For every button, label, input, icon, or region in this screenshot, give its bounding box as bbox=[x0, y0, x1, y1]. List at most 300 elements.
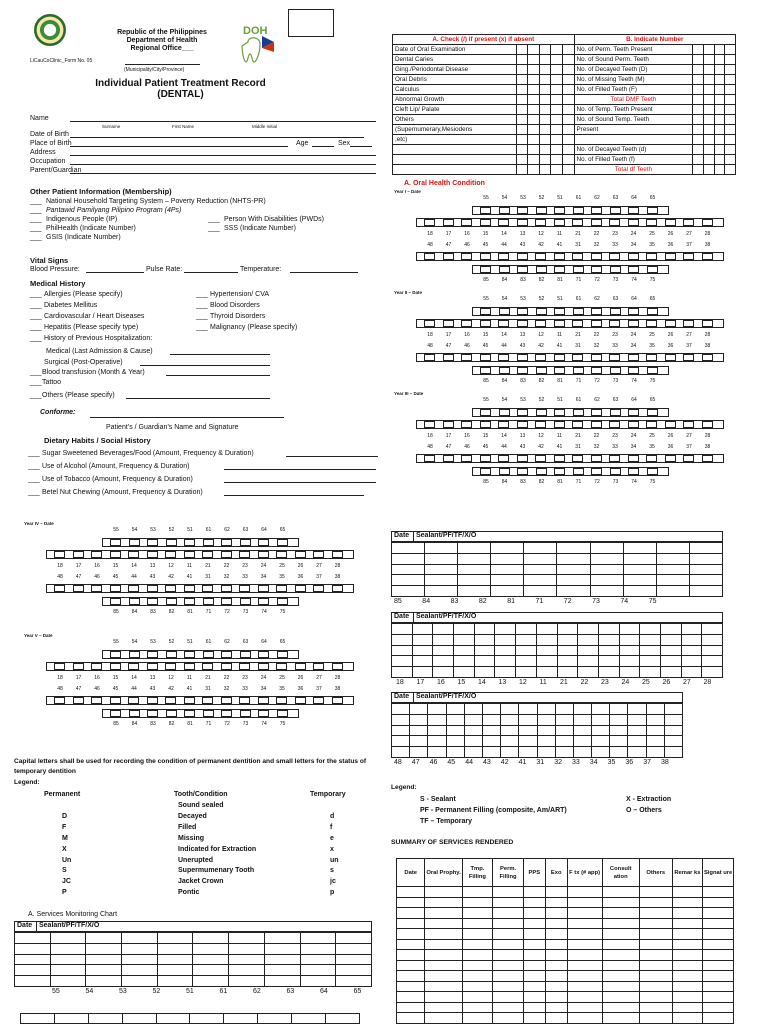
tooth-box[interactable] bbox=[221, 539, 232, 546]
service-cell[interactable] bbox=[454, 656, 475, 667]
tooth-box[interactable] bbox=[628, 455, 639, 462]
check-cell[interactable] bbox=[516, 135, 528, 145]
summary-cell[interactable] bbox=[703, 981, 734, 992]
service-cell[interactable] bbox=[702, 656, 723, 667]
tooth-box[interactable] bbox=[313, 585, 324, 592]
check-cell[interactable] bbox=[562, 115, 574, 125]
check-cell[interactable] bbox=[562, 75, 574, 85]
number-cell[interactable] bbox=[725, 75, 736, 85]
service-cell[interactable] bbox=[536, 624, 557, 635]
tooth-box[interactable] bbox=[276, 551, 287, 558]
tooth-box[interactable] bbox=[628, 308, 639, 315]
tooth-box[interactable] bbox=[128, 697, 139, 704]
service-cell[interactable] bbox=[482, 704, 500, 715]
summary-cell[interactable] bbox=[567, 1002, 602, 1013]
tooth-box[interactable] bbox=[110, 585, 121, 592]
tooth-box[interactable] bbox=[591, 455, 602, 462]
service-cell[interactable] bbox=[656, 586, 689, 597]
service-cell[interactable] bbox=[610, 704, 628, 715]
service-cell[interactable] bbox=[446, 725, 464, 736]
service-cell[interactable] bbox=[660, 634, 681, 645]
check-cell[interactable] bbox=[562, 55, 574, 65]
service-cell[interactable] bbox=[122, 943, 158, 954]
summary-cell[interactable] bbox=[703, 1013, 734, 1024]
tooth-box[interactable] bbox=[647, 266, 658, 273]
summary-cell[interactable] bbox=[462, 1013, 493, 1024]
check-cell[interactable] bbox=[528, 95, 540, 105]
summary-cell[interactable] bbox=[672, 960, 703, 971]
number-cell[interactable] bbox=[703, 45, 714, 55]
service-cell[interactable] bbox=[50, 933, 86, 944]
number-cell[interactable] bbox=[714, 115, 725, 125]
service-cell[interactable] bbox=[392, 624, 413, 635]
tooth-box[interactable] bbox=[184, 585, 195, 592]
tooth-box[interactable] bbox=[572, 219, 583, 226]
summary-cell[interactable] bbox=[639, 950, 672, 961]
summary-cell[interactable] bbox=[523, 960, 545, 971]
service-cell[interactable] bbox=[157, 965, 193, 976]
tooth-box[interactable] bbox=[628, 421, 639, 428]
number-cell[interactable] bbox=[725, 115, 736, 125]
summary-cell[interactable] bbox=[672, 929, 703, 940]
service-cell[interactable] bbox=[392, 656, 413, 667]
check-cell[interactable] bbox=[516, 125, 528, 135]
tooth-box[interactable] bbox=[203, 651, 214, 658]
service-cell[interactable] bbox=[392, 736, 410, 747]
summary-cell[interactable] bbox=[462, 908, 493, 919]
service-cell[interactable] bbox=[656, 575, 689, 586]
tooth-box[interactable] bbox=[702, 354, 713, 361]
summary-cell[interactable] bbox=[703, 992, 734, 1003]
service-cell[interactable] bbox=[557, 586, 590, 597]
number-cell[interactable] bbox=[714, 85, 725, 95]
number-cell[interactable] bbox=[703, 95, 714, 105]
summary-cell[interactable] bbox=[545, 897, 567, 908]
service-cell[interactable] bbox=[664, 725, 682, 736]
service-cell[interactable] bbox=[454, 634, 475, 645]
service-cell[interactable] bbox=[656, 543, 689, 554]
check-cell[interactable] bbox=[562, 145, 574, 155]
service-cell[interactable] bbox=[537, 714, 555, 725]
check-cell[interactable] bbox=[551, 85, 563, 95]
tooth-box[interactable] bbox=[147, 551, 158, 558]
summary-cell[interactable] bbox=[462, 1002, 493, 1013]
tooth-box[interactable] bbox=[554, 266, 565, 273]
service-cell[interactable] bbox=[557, 624, 578, 635]
tooth-box[interactable] bbox=[573, 409, 584, 416]
summary-cell[interactable] bbox=[703, 1002, 734, 1013]
summary-cell[interactable] bbox=[602, 918, 639, 929]
tooth-box[interactable] bbox=[646, 253, 657, 260]
service-cell[interactable] bbox=[86, 976, 122, 987]
tooth-box[interactable] bbox=[480, 421, 491, 428]
service-cell[interactable] bbox=[392, 704, 410, 715]
summary-cell[interactable] bbox=[523, 918, 545, 929]
summary-cell[interactable] bbox=[672, 939, 703, 950]
summary-cell[interactable] bbox=[462, 918, 493, 929]
summary-cell[interactable] bbox=[493, 887, 524, 898]
tooth-box[interactable] bbox=[647, 207, 658, 214]
service-cell[interactable] bbox=[229, 954, 265, 965]
tooth-box[interactable] bbox=[203, 598, 214, 605]
number-cell[interactable] bbox=[693, 135, 704, 145]
summary-cell[interactable] bbox=[602, 897, 639, 908]
service-cell[interactable] bbox=[557, 634, 578, 645]
tooth-box[interactable] bbox=[276, 585, 287, 592]
summary-cell[interactable] bbox=[639, 960, 672, 971]
service-cell[interactable] bbox=[557, 656, 578, 667]
tooth-box[interactable] bbox=[424, 253, 435, 260]
summary-cell[interactable] bbox=[703, 971, 734, 982]
check-cell[interactable] bbox=[562, 85, 574, 95]
service-cell[interactable] bbox=[482, 714, 500, 725]
summary-cell[interactable] bbox=[545, 992, 567, 1003]
service-cell[interactable] bbox=[458, 564, 491, 575]
tooth-box[interactable] bbox=[239, 551, 250, 558]
summary-cell[interactable] bbox=[672, 971, 703, 982]
tooth-box[interactable] bbox=[554, 219, 565, 226]
service-cell[interactable] bbox=[598, 656, 619, 667]
tooth-box[interactable] bbox=[276, 663, 287, 670]
check-cell[interactable] bbox=[516, 75, 528, 85]
summary-cell[interactable] bbox=[397, 1002, 425, 1013]
tooth-box[interactable] bbox=[665, 320, 676, 327]
service-cell[interactable] bbox=[392, 714, 410, 725]
summary-cell[interactable] bbox=[703, 918, 734, 929]
tooth-box[interactable] bbox=[480, 253, 491, 260]
service-cell[interactable] bbox=[598, 645, 619, 656]
tooth-box[interactable] bbox=[73, 551, 84, 558]
summary-cell[interactable] bbox=[567, 950, 602, 961]
service-cell[interactable] bbox=[458, 543, 491, 554]
check-cell[interactable] bbox=[551, 165, 563, 175]
summary-cell[interactable] bbox=[523, 981, 545, 992]
tooth-box[interactable] bbox=[239, 697, 250, 704]
tooth-box[interactable] bbox=[591, 207, 602, 214]
tooth-box[interactable] bbox=[184, 551, 195, 558]
summary-cell[interactable] bbox=[703, 887, 734, 898]
summary-cell[interactable] bbox=[425, 897, 462, 908]
service-cell[interactable] bbox=[122, 954, 158, 965]
service-cell[interactable] bbox=[428, 736, 446, 747]
check-cell[interactable] bbox=[516, 65, 528, 75]
summary-cell[interactable] bbox=[523, 897, 545, 908]
service-cell[interactable] bbox=[640, 634, 661, 645]
tooth-box[interactable] bbox=[517, 219, 528, 226]
service-cell[interactable] bbox=[474, 656, 495, 667]
tooth-box[interactable] bbox=[535, 253, 546, 260]
tooth-box[interactable] bbox=[610, 308, 621, 315]
service-cell[interactable] bbox=[474, 634, 495, 645]
service-cell[interactable] bbox=[300, 965, 336, 976]
service-cell[interactable] bbox=[495, 624, 516, 635]
check-cell[interactable] bbox=[539, 105, 551, 115]
tooth-box[interactable] bbox=[443, 421, 454, 428]
summary-cell[interactable] bbox=[672, 897, 703, 908]
service-cell[interactable] bbox=[573, 704, 591, 715]
tooth-box[interactable] bbox=[499, 207, 510, 214]
service-cell[interactable] bbox=[557, 667, 578, 678]
tooth-box[interactable] bbox=[129, 539, 140, 546]
tooth-box[interactable] bbox=[554, 207, 565, 214]
tooth-box[interactable] bbox=[683, 219, 694, 226]
tooth-box[interactable] bbox=[332, 585, 343, 592]
tooth-box[interactable] bbox=[609, 354, 620, 361]
tooth-box[interactable] bbox=[591, 320, 602, 327]
service-cell[interactable] bbox=[557, 575, 590, 586]
service-cell[interactable] bbox=[86, 933, 122, 944]
summary-cell[interactable] bbox=[425, 950, 462, 961]
service-cell[interactable] bbox=[501, 747, 519, 758]
service-cell[interactable] bbox=[86, 954, 122, 965]
service-cell[interactable] bbox=[516, 667, 537, 678]
service-cell[interactable] bbox=[628, 704, 646, 715]
summary-cell[interactable] bbox=[672, 1013, 703, 1024]
service-cell[interactable] bbox=[619, 656, 640, 667]
tooth-box[interactable] bbox=[610, 409, 621, 416]
number-cell[interactable] bbox=[703, 155, 714, 165]
tooth-box[interactable] bbox=[424, 320, 435, 327]
check-cell[interactable] bbox=[516, 95, 528, 105]
service-cell[interactable] bbox=[660, 667, 681, 678]
service-cell[interactable] bbox=[640, 667, 661, 678]
check-cell[interactable] bbox=[539, 85, 551, 95]
summary-cell[interactable] bbox=[672, 950, 703, 961]
summary-cell[interactable] bbox=[602, 981, 639, 992]
tooth-box[interactable] bbox=[702, 455, 713, 462]
check-cell[interactable] bbox=[562, 155, 574, 165]
summary-cell[interactable] bbox=[523, 929, 545, 940]
summary-cell[interactable] bbox=[462, 887, 493, 898]
tooth-box[interactable] bbox=[665, 354, 676, 361]
tooth-box[interactable] bbox=[683, 455, 694, 462]
summary-cell[interactable] bbox=[639, 918, 672, 929]
service-cell[interactable] bbox=[592, 747, 610, 758]
dietary-field[interactable] bbox=[224, 495, 364, 496]
summary-cell[interactable] bbox=[545, 1013, 567, 1024]
check-cell[interactable] bbox=[528, 75, 540, 85]
summary-cell[interactable] bbox=[425, 918, 462, 929]
tooth-box[interactable] bbox=[295, 697, 306, 704]
summary-cell[interactable] bbox=[567, 929, 602, 940]
service-cell[interactable] bbox=[428, 725, 446, 736]
check-cell[interactable] bbox=[539, 75, 551, 85]
service-cell[interactable] bbox=[412, 656, 433, 667]
tooth-box[interactable] bbox=[258, 710, 269, 717]
check-cell[interactable] bbox=[516, 165, 528, 175]
summary-cell[interactable] bbox=[602, 992, 639, 1003]
check-cell[interactable] bbox=[539, 45, 551, 55]
summary-cell[interactable] bbox=[462, 981, 493, 992]
tooth-box[interactable] bbox=[702, 253, 713, 260]
tooth-box[interactable] bbox=[240, 651, 251, 658]
service-cell[interactable] bbox=[86, 965, 122, 976]
tooth-box[interactable] bbox=[332, 663, 343, 670]
check-cell[interactable] bbox=[551, 75, 563, 85]
check-cell[interactable] bbox=[528, 105, 540, 115]
summary-cell[interactable] bbox=[397, 908, 425, 919]
summary-cell[interactable] bbox=[523, 1013, 545, 1024]
tooth-box[interactable] bbox=[147, 663, 158, 670]
summary-cell[interactable] bbox=[425, 887, 462, 898]
number-cell[interactable] bbox=[693, 95, 704, 105]
tooth-box[interactable] bbox=[628, 354, 639, 361]
tooth-box[interactable] bbox=[665, 219, 676, 226]
tooth-box[interactable] bbox=[610, 367, 621, 374]
number-cell[interactable] bbox=[693, 105, 704, 115]
service-cell[interactable] bbox=[578, 624, 599, 635]
service-cell[interactable] bbox=[592, 736, 610, 747]
tooth-box[interactable] bbox=[554, 468, 565, 475]
tooth-box[interactable] bbox=[517, 455, 528, 462]
service-cell[interactable] bbox=[573, 714, 591, 725]
tooth-box[interactable] bbox=[110, 651, 121, 658]
service-cell[interactable] bbox=[157, 933, 193, 944]
service-cell[interactable] bbox=[536, 656, 557, 667]
tooth-box[interactable] bbox=[554, 455, 565, 462]
service-cell[interactable] bbox=[516, 624, 537, 635]
summary-cell[interactable] bbox=[493, 908, 524, 919]
service-cell[interactable] bbox=[454, 645, 475, 656]
tooth-box[interactable] bbox=[258, 663, 269, 670]
service-cell[interactable] bbox=[474, 667, 495, 678]
number-cell[interactable] bbox=[725, 125, 736, 135]
check-cell[interactable] bbox=[528, 65, 540, 75]
tooth-box[interactable] bbox=[91, 697, 102, 704]
summary-cell[interactable] bbox=[567, 1013, 602, 1024]
service-cell[interactable] bbox=[392, 575, 425, 586]
service-cell[interactable] bbox=[623, 553, 656, 564]
check-cell[interactable] bbox=[516, 45, 528, 55]
tooth-box[interactable] bbox=[295, 663, 306, 670]
tooth-box[interactable] bbox=[647, 308, 658, 315]
service-cell[interactable] bbox=[623, 575, 656, 586]
tooth-box[interactable] bbox=[683, 320, 694, 327]
tooth-box[interactable] bbox=[536, 266, 547, 273]
summary-cell[interactable] bbox=[567, 960, 602, 971]
tooth-box[interactable] bbox=[184, 539, 195, 546]
tooth-box[interactable] bbox=[110, 598, 121, 605]
dietary-field[interactable] bbox=[224, 469, 376, 470]
check-cell[interactable] bbox=[539, 115, 551, 125]
municipality-line[interactable] bbox=[125, 64, 200, 65]
service-cell[interactable] bbox=[336, 954, 372, 965]
summary-cell[interactable] bbox=[703, 897, 734, 908]
number-cell[interactable] bbox=[703, 65, 714, 75]
check-cell[interactable] bbox=[516, 55, 528, 65]
service-cell[interactable] bbox=[619, 645, 640, 656]
tooth-box[interactable] bbox=[609, 320, 620, 327]
tooth-box[interactable] bbox=[166, 651, 177, 658]
tooth-box[interactable] bbox=[128, 551, 139, 558]
service-cell[interactable] bbox=[54, 1014, 88, 1024]
service-cell[interactable] bbox=[300, 976, 336, 987]
tooth-box[interactable] bbox=[628, 207, 639, 214]
summary-cell[interactable] bbox=[493, 960, 524, 971]
service-cell[interactable] bbox=[464, 714, 482, 725]
service-cell[interactable] bbox=[689, 553, 722, 564]
tooth-box[interactable] bbox=[499, 266, 510, 273]
service-cell[interactable] bbox=[578, 634, 599, 645]
service-cell[interactable] bbox=[425, 586, 458, 597]
tooth-box[interactable] bbox=[165, 663, 176, 670]
service-cell[interactable] bbox=[592, 704, 610, 715]
service-cell[interactable] bbox=[628, 725, 646, 736]
service-cell[interactable] bbox=[412, 667, 433, 678]
service-cell[interactable] bbox=[410, 725, 428, 736]
service-cell[interactable] bbox=[689, 543, 722, 554]
service-cell[interactable] bbox=[646, 714, 664, 725]
service-cell[interactable] bbox=[491, 575, 524, 586]
tooth-box[interactable] bbox=[313, 697, 324, 704]
check-cell[interactable] bbox=[551, 145, 563, 155]
tooth-box[interactable] bbox=[147, 710, 158, 717]
service-cell[interactable] bbox=[122, 976, 158, 987]
check-cell[interactable] bbox=[539, 165, 551, 175]
tooth-box[interactable] bbox=[628, 409, 639, 416]
summary-cell[interactable] bbox=[462, 950, 493, 961]
summary-cell[interactable] bbox=[493, 950, 524, 961]
tooth-box[interactable] bbox=[573, 367, 584, 374]
tooth-box[interactable] bbox=[91, 585, 102, 592]
tooth-box[interactable] bbox=[480, 266, 491, 273]
number-cell[interactable] bbox=[703, 75, 714, 85]
tooth-box[interactable] bbox=[609, 421, 620, 428]
service-cell[interactable] bbox=[157, 976, 193, 987]
tooth-box[interactable] bbox=[646, 320, 657, 327]
service-cell[interactable] bbox=[702, 645, 723, 656]
tooth-box[interactable] bbox=[517, 253, 528, 260]
service-cell[interactable] bbox=[433, 667, 454, 678]
check-cell[interactable] bbox=[551, 135, 563, 145]
summary-cell[interactable] bbox=[567, 918, 602, 929]
service-cell[interactable] bbox=[537, 704, 555, 715]
number-cell[interactable] bbox=[693, 55, 704, 65]
age-field[interactable] bbox=[312, 146, 334, 147]
service-cell[interactable] bbox=[646, 747, 664, 758]
service-cell[interactable] bbox=[292, 1014, 326, 1024]
others-field[interactable] bbox=[126, 398, 270, 399]
summary-cell[interactable] bbox=[672, 992, 703, 1003]
service-cell[interactable] bbox=[524, 553, 557, 564]
summary-cell[interactable] bbox=[493, 929, 524, 940]
tooth-box[interactable] bbox=[554, 308, 565, 315]
summary-cell[interactable] bbox=[523, 908, 545, 919]
summary-cell[interactable] bbox=[602, 939, 639, 950]
tooth-box[interactable] bbox=[480, 320, 491, 327]
number-cell[interactable] bbox=[714, 75, 725, 85]
service-cell[interactable] bbox=[516, 656, 537, 667]
tooth-box[interactable] bbox=[646, 421, 657, 428]
service-cell[interactable] bbox=[433, 634, 454, 645]
tooth-box[interactable] bbox=[554, 320, 565, 327]
tooth-box[interactable] bbox=[572, 354, 583, 361]
tooth-box[interactable] bbox=[517, 320, 528, 327]
summary-cell[interactable] bbox=[425, 992, 462, 1003]
tooth-box[interactable] bbox=[647, 468, 658, 475]
service-cell[interactable] bbox=[557, 645, 578, 656]
number-cell[interactable] bbox=[725, 65, 736, 75]
service-cell[interactable] bbox=[578, 645, 599, 656]
check-cell[interactable] bbox=[539, 125, 551, 135]
tooth-box[interactable] bbox=[332, 697, 343, 704]
number-cell[interactable] bbox=[703, 115, 714, 125]
number-cell[interactable] bbox=[725, 155, 736, 165]
service-cell[interactable] bbox=[428, 714, 446, 725]
service-cell[interactable] bbox=[491, 553, 524, 564]
tooth-box[interactable] bbox=[221, 598, 232, 605]
service-cell[interactable] bbox=[21, 1014, 55, 1024]
